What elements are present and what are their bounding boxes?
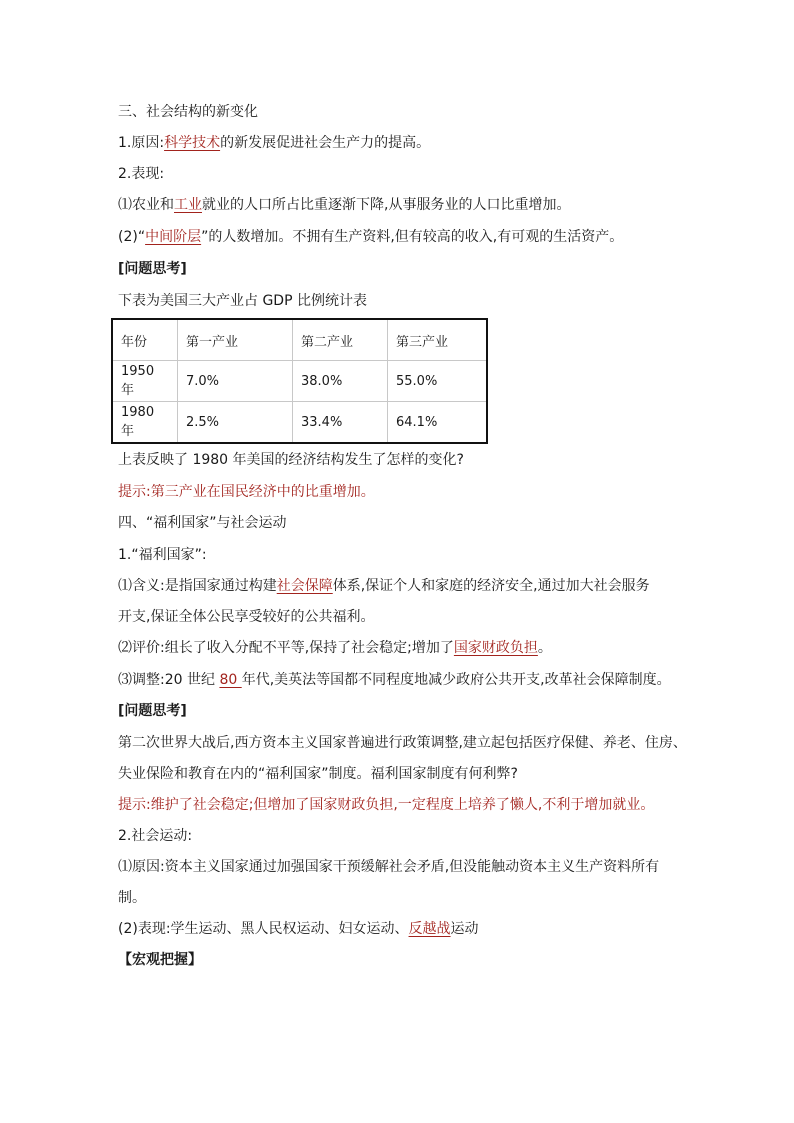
table-cell: 38.0%	[293, 361, 388, 402]
adjust-key: 80	[219, 672, 242, 688]
table-header-cell: 年份	[112, 319, 178, 361]
gdp-table	[111, 318, 488, 444]
question2-heading: [问题思考]	[118, 703, 187, 719]
cause-key: 科学技术	[164, 135, 221, 151]
section3-manifest-label: 2.表现:	[118, 166, 165, 182]
social-cause-line1: ⑴原因:资本主义国家通过加强国家干预缓解社会矛盾,但没能触动资本主义生产资料所有	[118, 859, 660, 875]
question1-heading: [问题思考]	[118, 261, 187, 277]
social-manifest	[118, 919, 479, 939]
adjust-suffix: 年代,美英法等国都不同程度地减少政府公共开支,改革社会保障制度。	[241, 672, 671, 688]
table-cell: 55.0%	[388, 361, 488, 402]
table-header-cell: 第三产业	[388, 319, 488, 361]
item2-suffix: ”的人数增加。不拥有生产资料,但有较高的收入,有可观的生活资产。	[201, 229, 624, 245]
table-cell: 1980 年	[112, 402, 178, 444]
adjust-prefix: ⑶调整:20 世纪	[118, 672, 220, 688]
footer-heading: 【宏观把握】	[118, 952, 202, 968]
section4-sub1: 1.“福利国家”:	[118, 547, 207, 563]
social-cause-line2: 制。	[118, 890, 146, 906]
welfare-adjustment	[118, 670, 671, 690]
welfare-meaning	[118, 576, 650, 596]
table-cell: 7.0%	[178, 361, 293, 402]
welfare-evaluation	[118, 638, 552, 658]
table-row	[112, 402, 487, 444]
table-header-cell: 第一产业	[178, 319, 293, 361]
eval-suffix: 。	[537, 640, 552, 656]
table-cell: 33.4%	[293, 402, 388, 444]
cause-suffix: 的新发展促进社会生产力的提高。	[220, 135, 431, 151]
table-row	[112, 361, 487, 402]
cause-prefix: 1.原因:	[118, 135, 165, 151]
question2-line2: 失业保险和教育在内的“福利国家”制度。福利国家制度有何利弊?	[118, 766, 518, 782]
table-header-cell: 第二产业	[293, 319, 388, 361]
meaning-prefix: ⑴含义:是指国家通过构建	[118, 578, 277, 594]
question2-hint: 提示:维护了社会稳定;但增加了国家财政负担,一定程度上培养了懒人,不利于增加就业。	[118, 797, 655, 813]
section3-item1	[118, 195, 570, 215]
table-header-row	[112, 319, 487, 361]
table-cell: 1950 年	[112, 361, 178, 402]
question2-line1: 第二次世界大战后,西方资本主义国家普遍进行政策调整,建立起包括医疗保健、养老、住房、	[118, 735, 687, 751]
manifest-key: 反越战	[408, 921, 451, 937]
table-cell: 2.5%	[178, 402, 293, 444]
section3-cause	[118, 133, 430, 153]
section3-heading: 三、社会结构的新变化	[118, 104, 258, 120]
table-intro: 下表为美国三大产业占 GDP 比例统计表	[118, 293, 367, 309]
item1-suffix: 就业的人口所占比重逐渐下降,从事服务业的人口比重增加。	[202, 197, 571, 213]
section4-heading: 四、“福利国家”与社会运动	[118, 515, 287, 531]
item2-prefix: (2)“	[118, 229, 146, 245]
table-cell: 64.1%	[388, 402, 488, 444]
question1-hint: 提示:第三产业在国民经济中的比重增加。	[118, 484, 375, 500]
manifest-suffix: 运动	[450, 921, 479, 937]
welfare-meaning-line2: 开支,保证全体公民享受较好的公共福利。	[118, 609, 375, 625]
item2-key: 中间阶层	[145, 229, 202, 245]
eval-prefix: ⑵评价:组长了收入分配不平等,保持了社会稳定;增加了	[118, 640, 454, 656]
meaning-key: 社会保障	[276, 578, 333, 594]
item1-key: 工业	[174, 197, 202, 213]
item1-prefix: ⑴农业和	[118, 197, 174, 213]
section3-item2	[118, 227, 623, 247]
manifest-prefix: (2)表现:学生运动、黑人民权运动、妇女运动、	[118, 921, 409, 937]
social-heading: 2.社会运动:	[118, 828, 193, 844]
question1-text: 上表反映了 1980 年美国的经济结构发生了怎样的变化?	[118, 452, 464, 468]
eval-key: 国家财政负担	[453, 640, 538, 656]
meaning-suffix: 体系,保证个人和家庭的经济安全,通过加大社会服务	[332, 578, 650, 594]
